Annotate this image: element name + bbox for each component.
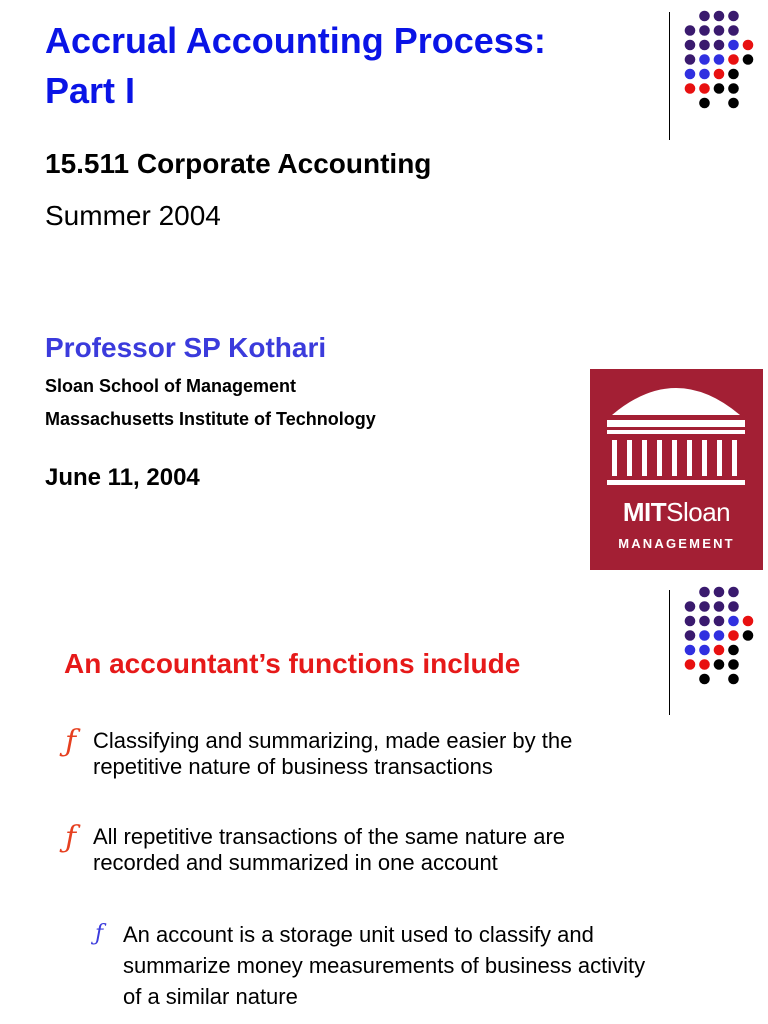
decorative-dot — [699, 25, 710, 36]
decorative-dot — [685, 645, 696, 656]
decorative-dot — [699, 69, 710, 80]
content-slide — [0, 512, 768, 1024]
decorative-dot — [699, 630, 710, 641]
decorative-dot — [728, 630, 739, 641]
slide-title-line2: Part I — [45, 70, 136, 111]
decorative-dot — [728, 69, 739, 80]
decorative-dot — [728, 83, 739, 94]
school-name: Sloan School of Management — [45, 376, 297, 396]
decorative-dot — [743, 616, 754, 627]
decorative-dot — [728, 54, 739, 65]
decorative-dot — [728, 645, 739, 656]
decorative-dot — [743, 40, 754, 51]
decorative-dot — [699, 601, 710, 612]
decorative-dot — [714, 587, 725, 598]
decorative-dot — [743, 54, 754, 65]
slide-title: An accountant’s functions include — [64, 648, 521, 679]
decorative-dot-grid — [680, 584, 760, 702]
decorative-dot — [728, 40, 739, 51]
decorative-dot — [714, 69, 725, 80]
decorative-dot — [699, 674, 710, 685]
decorative-dot — [714, 11, 725, 22]
professor-name: Professor SP Kothari — [45, 332, 327, 363]
decorative-dot — [714, 83, 725, 94]
decorative-dot — [728, 98, 739, 109]
decorative-dot — [685, 69, 696, 80]
decorative-dot — [714, 630, 725, 641]
decorative-dot — [714, 659, 725, 670]
logo-word-mit: MIT — [622, 497, 667, 527]
bullet-mark-icon: ƒ — [65, 724, 77, 759]
decorative-dot — [728, 25, 739, 36]
institution-name: Massachusetts Institute of Technology — [45, 409, 376, 429]
presentation-date: June 11, 2004 — [45, 464, 200, 491]
decorative-dot — [699, 83, 710, 94]
decorative-dot — [728, 674, 739, 685]
decorative-dot — [728, 616, 739, 627]
decorative-dot — [699, 54, 710, 65]
decorative-dot — [728, 601, 739, 612]
bullet-mark-icon: ƒ — [65, 820, 77, 855]
decorative-dot — [699, 616, 710, 627]
bullet-text: An account is a storage unit used to classify and summarize money measurements of business activity of a similar nature — [123, 922, 646, 1009]
logo-word-sloan: Sloan — [666, 497, 731, 527]
course-name: 15.511 Corporate Accounting — [45, 148, 432, 179]
decorative-dot — [728, 587, 739, 598]
decorative-dot — [685, 601, 696, 612]
decorative-dot — [685, 40, 696, 51]
decorative-dot — [685, 630, 696, 641]
decorative-dot — [714, 54, 725, 65]
decorative-dot — [685, 83, 696, 94]
decorative-dot — [685, 54, 696, 65]
decorative-dot — [714, 616, 725, 627]
bullet-item — [65, 820, 625, 876]
term: Summer 2004 — [45, 200, 221, 231]
decorative-dot — [699, 11, 710, 22]
sub-bullet-item — [95, 919, 655, 1012]
decorative-dot — [699, 645, 710, 656]
slide-title — [45, 16, 546, 116]
slide-title-line1: Accrual Accounting Process: — [45, 20, 546, 61]
decorative-dot — [714, 25, 725, 36]
decorative-dot — [714, 645, 725, 656]
decorative-dot — [699, 40, 710, 51]
decorative-dot — [685, 659, 696, 670]
decorative-dot — [728, 11, 739, 22]
bullet-text: Classifying and summarizing, made easier by the repetitive nature of business transactions — [93, 728, 573, 779]
bullet-mark-icon: ƒ — [95, 921, 104, 946]
decorative-dot — [699, 98, 710, 109]
decorative-divider — [669, 12, 670, 140]
decorative-dot — [714, 40, 725, 51]
decorative-dot — [685, 25, 696, 36]
decorative-dot — [685, 616, 696, 627]
decorative-dot — [728, 659, 739, 670]
decorative-divider — [669, 590, 670, 715]
decorative-dot — [714, 601, 725, 612]
decorative-dot — [699, 659, 710, 670]
bullet-text: All repetitive transactions of the same nature are recorded and summarized in one account — [93, 824, 566, 875]
bullet-item — [65, 724, 625, 780]
decorative-dot — [743, 630, 754, 641]
decorative-dot — [699, 587, 710, 598]
dome-building-icon — [590, 369, 763, 494]
decorative-dot-grid — [680, 8, 760, 126]
logo-subtitle: MANAGEMENT — [618, 536, 735, 551]
